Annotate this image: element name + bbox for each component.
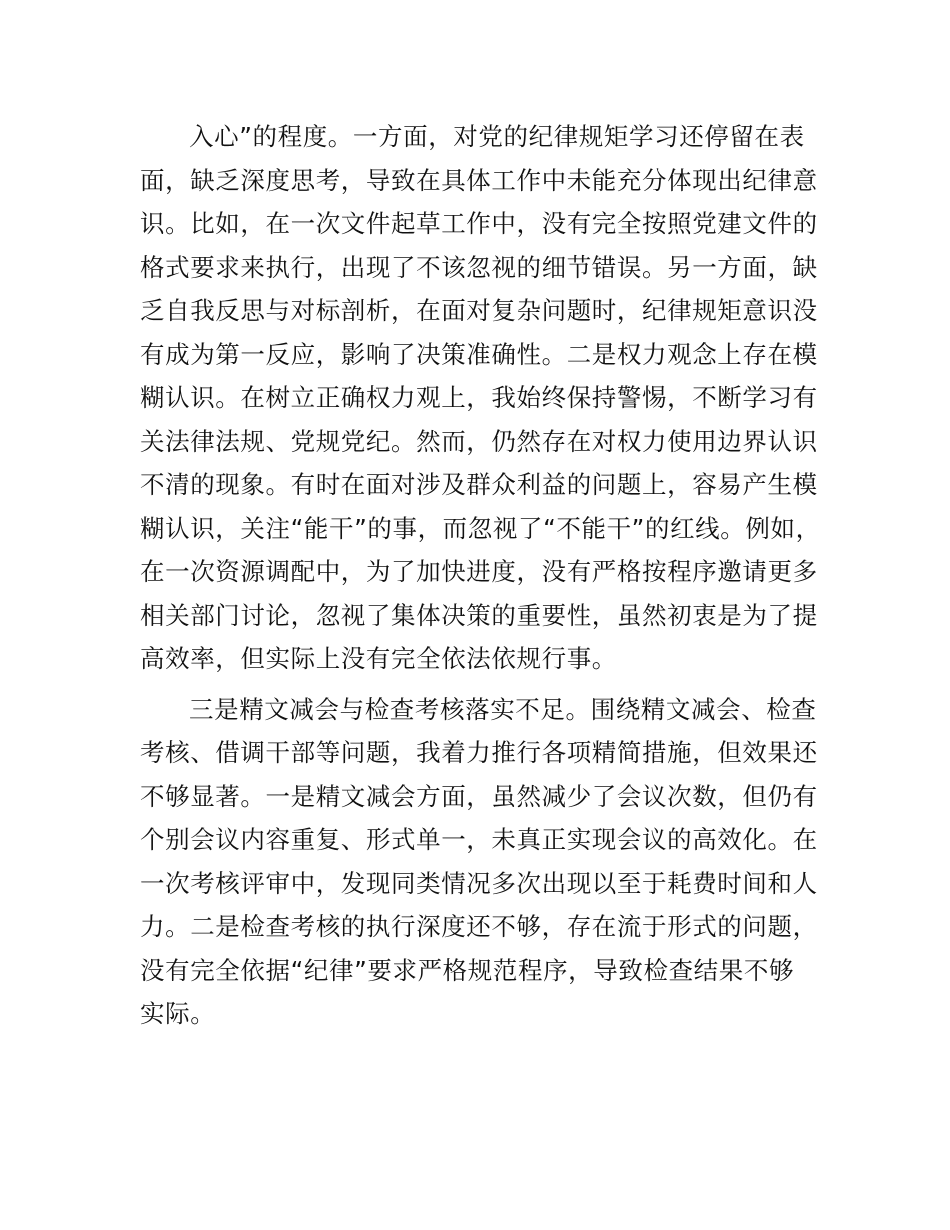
- text-line: 不清的现象。有时在面对涉及群众利益的问题上，容易产生模: [140, 470, 818, 499]
- paragraph-streamlining-and-inspection: [140, 688, 830, 1036]
- text-line: 实际。: [140, 999, 216, 1028]
- text-line: 没有完全依据“纪律”要求严格规范程序，导致检查结果不够: [140, 955, 795, 985]
- text-line: 力。二是检查考核的执行深度还不够，存在流于形式的问题，: [140, 912, 818, 941]
- text-line: 入心”的程度。一方面，对党的纪律规矩学习还停留在表: [189, 122, 805, 151]
- text-line: 面，缺乏深度思考，导致在具体工作中未能充分体现出纪律意: [140, 165, 818, 195]
- text-line: 识。比如，在一次文件起草工作中，没有完全按照党建文件的: [140, 209, 818, 238]
- text-line: 有成为第一反应，影响了决策准确性。二是权力观念上存在模: [140, 339, 818, 369]
- text-line: 糊认识。在树立正确权力观上，我始终保持警惕，不断学习有: [140, 383, 818, 412]
- text-line: 相关部门讨论，忽视了集体决策的重要性，虽然初衷是为了提: [140, 600, 818, 630]
- text-line: 关法律法规、党规党纪。然而，仍然存在对权力使用边界认识: [140, 426, 818, 456]
- text-line: 一次考核评审中，发现同类情况多次出现以至于耗费时间和人: [140, 868, 818, 898]
- text-line: 格式要求来执行，出现了不该忽视的细节错误。另一方面，缺: [140, 252, 818, 282]
- text-line: 个别会议内容重复、形式单一，未真正实现会议的高效化。在: [140, 825, 818, 854]
- text-line: 考核、借调干部等问题，我着力推行各项精简措施，但效果还: [140, 738, 818, 767]
- text-line: 在一次资源调配中，为了加快进度，没有严格按程序邀请更多: [140, 557, 818, 586]
- text-line: 高效率，但实际上没有完全依法依规行事。: [140, 644, 617, 673]
- text-line: 糊认识，关注“能干”的事，而忽视了“不能干”的红线。例如，: [140, 513, 821, 543]
- text-line: 乏自我反思与对标剖析，在面对复杂问题时，纪律规矩意识没: [140, 296, 818, 325]
- text-line: 三是精文减会与检查考核落实不足。围绕精文减会、检查: [189, 694, 817, 724]
- paragraph-discipline-and-power: [140, 115, 830, 681]
- document-body: [140, 115, 830, 1036]
- text-line: 不够显著。一是精文减会方面，虽然减少了会议次数，但仍有: [140, 781, 818, 811]
